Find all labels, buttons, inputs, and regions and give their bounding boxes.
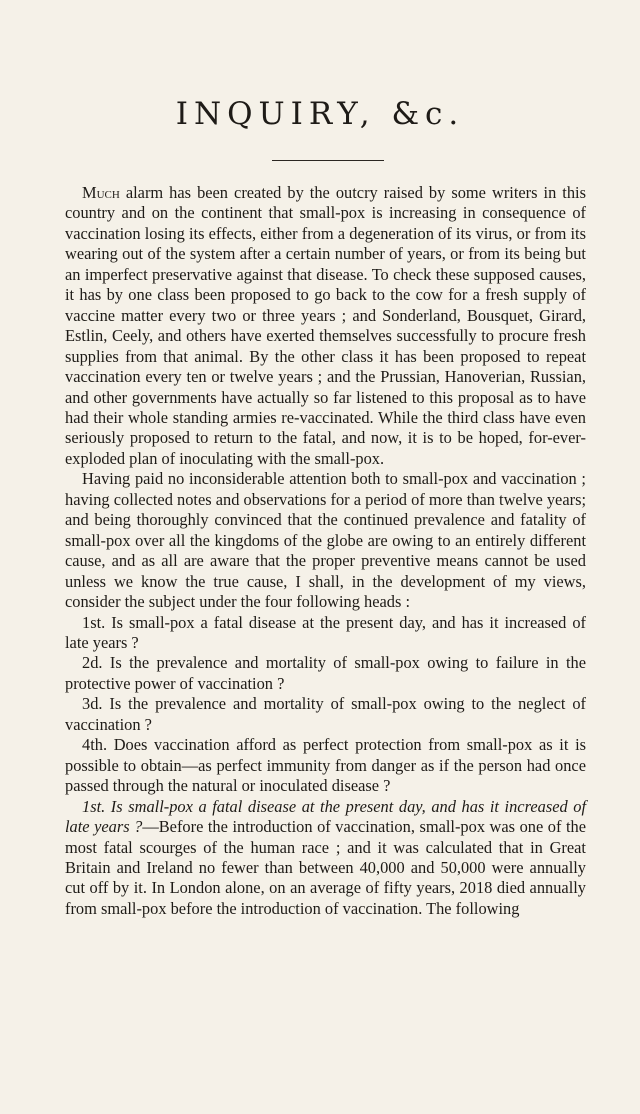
drop-lead-word: Much (82, 183, 120, 202)
paragraph-intro (65, 183, 586, 469)
question-2: 2d. Is the prevalence and mortality of small-pox owing to failure in the protective power of vaccination ? (65, 653, 586, 693)
question-3: 3d. Is the prevalence and mortality of small-pox owing to the neglect of vaccination ? (65, 694, 586, 734)
question-1: 1st. Is small-pox a fatal disease at the present day, and has it increased of late years ? (65, 612, 586, 652)
question-4: 4th. Does vaccination afford as perfect protection from small-pox as it is possible to obtain—as perfect immunity from danger as if the person had once passed through the natural or inoculated disease ? (65, 735, 586, 796)
paragraph-intro-text: alarm has been created by the outcry raised by some writers in this country and on the continent that small-pox is increasing in consequence of vaccination losing its effects, either from a degeneration of its virus, or from its wearing out of the system after a certain number of years, or from its being but an imperfect preservative against that disease. To check these supposed causes, it has by one class been proposed to go back to the cow for a fresh supply of vaccine matter every two or three years ; and Sonderland, Bousquet, Girard, Estlin, Ceely, and others have exerted themselves successfully to procure fresh supplies from that animal. By the other class it has been proposed to repeat vaccination every ten or twelve years ; and the Prussian, Hanoverian, Russian, and other governments have actually so far listened to this proposal as to have had their whole standing armies re-vaccinated. While the third class have even seriously proposed to return to the fatal, and now, it is to be hoped, for-ever-exploded plan of inoculating with the small-pox. (65, 183, 586, 468)
section-heading-italic: 1st. Is small-pox a fatal disease at the present day, and has it increased of late years ? (65, 796, 586, 837)
paragraph-method: Having paid no inconsiderable attention both to small-pox and vaccination ; having collected notes and observations for a period of more than twelve years; and being thoroughly convinced that the continued prevalence and fatality of small-pox over all the kingdoms of the globe are owing to an entirely different cause, and as all are aware that the proper preventive means cannot be used unless we know the true cause, I shall, in the development of my views, consider the subject under the four following heads : (65, 469, 586, 612)
paragraph-first-head (65, 797, 586, 920)
title-divider (272, 160, 384, 161)
body-text (65, 183, 586, 919)
page-title: INQUIRY, &c. (175, 96, 465, 132)
paragraph-first-head-text: —Before the introduction of vaccination, small-pox was one of the most fatal scourges of the human race ; and it was calculated that in Great Britain and Ireland no fewer than between 40,000 and 50,000 were annually cut off by it. In London alone, on an average of fifty years, 2018 died annually from small-pox before the introduction of vaccination. The following (65, 817, 586, 918)
